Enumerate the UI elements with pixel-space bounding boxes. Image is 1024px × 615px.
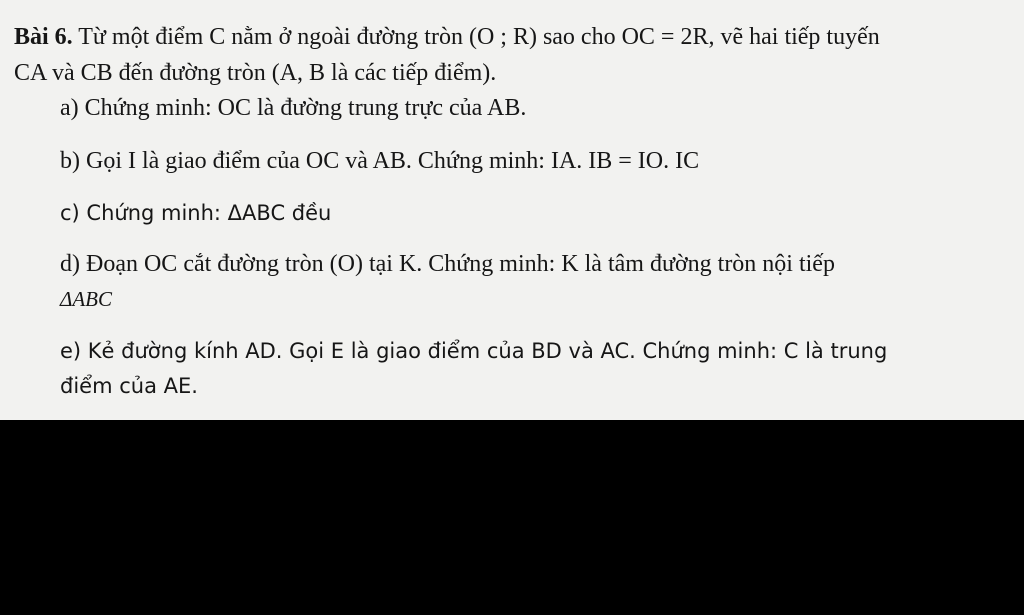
problem-statement-line-2: CA và CB đến đường tròn (A, B là các tiếp điểm).	[14, 60, 497, 86]
problem-number: Bài 6.	[14, 24, 73, 50]
part-c: c) Chứng minh: ΔABC đều	[60, 201, 332, 225]
part-b: b) Gọi I là giao điểm của OC và AB. Chứng minh: IA. IB = IO. IC	[60, 148, 700, 174]
problem-statement-line-1	[14, 22, 880, 52]
part-e-line-2: điểm của AE.	[60, 374, 198, 398]
part-a: a) Chứng minh: OC là đường trung trực của AB.	[60, 95, 527, 121]
part-d-line-2-triangle: ΔABC	[60, 287, 112, 311]
part-e-line-1: e) Kẻ đường kính AD. Gọi E là giao điểm của BD và AC. Chứng minh: C là trung	[60, 339, 888, 363]
black-area	[0, 420, 1024, 615]
problem-statement-text: Từ một điểm C nằm ở ngoài đường tròn (O ; R) sao cho OC = 2R, vẽ hai tiếp tuyến	[72, 24, 880, 50]
part-d-line-1: d) Đoạn OC cắt đường tròn (O) tại K. Chứng minh: K là tâm đường tròn nội tiếp	[60, 251, 835, 277]
